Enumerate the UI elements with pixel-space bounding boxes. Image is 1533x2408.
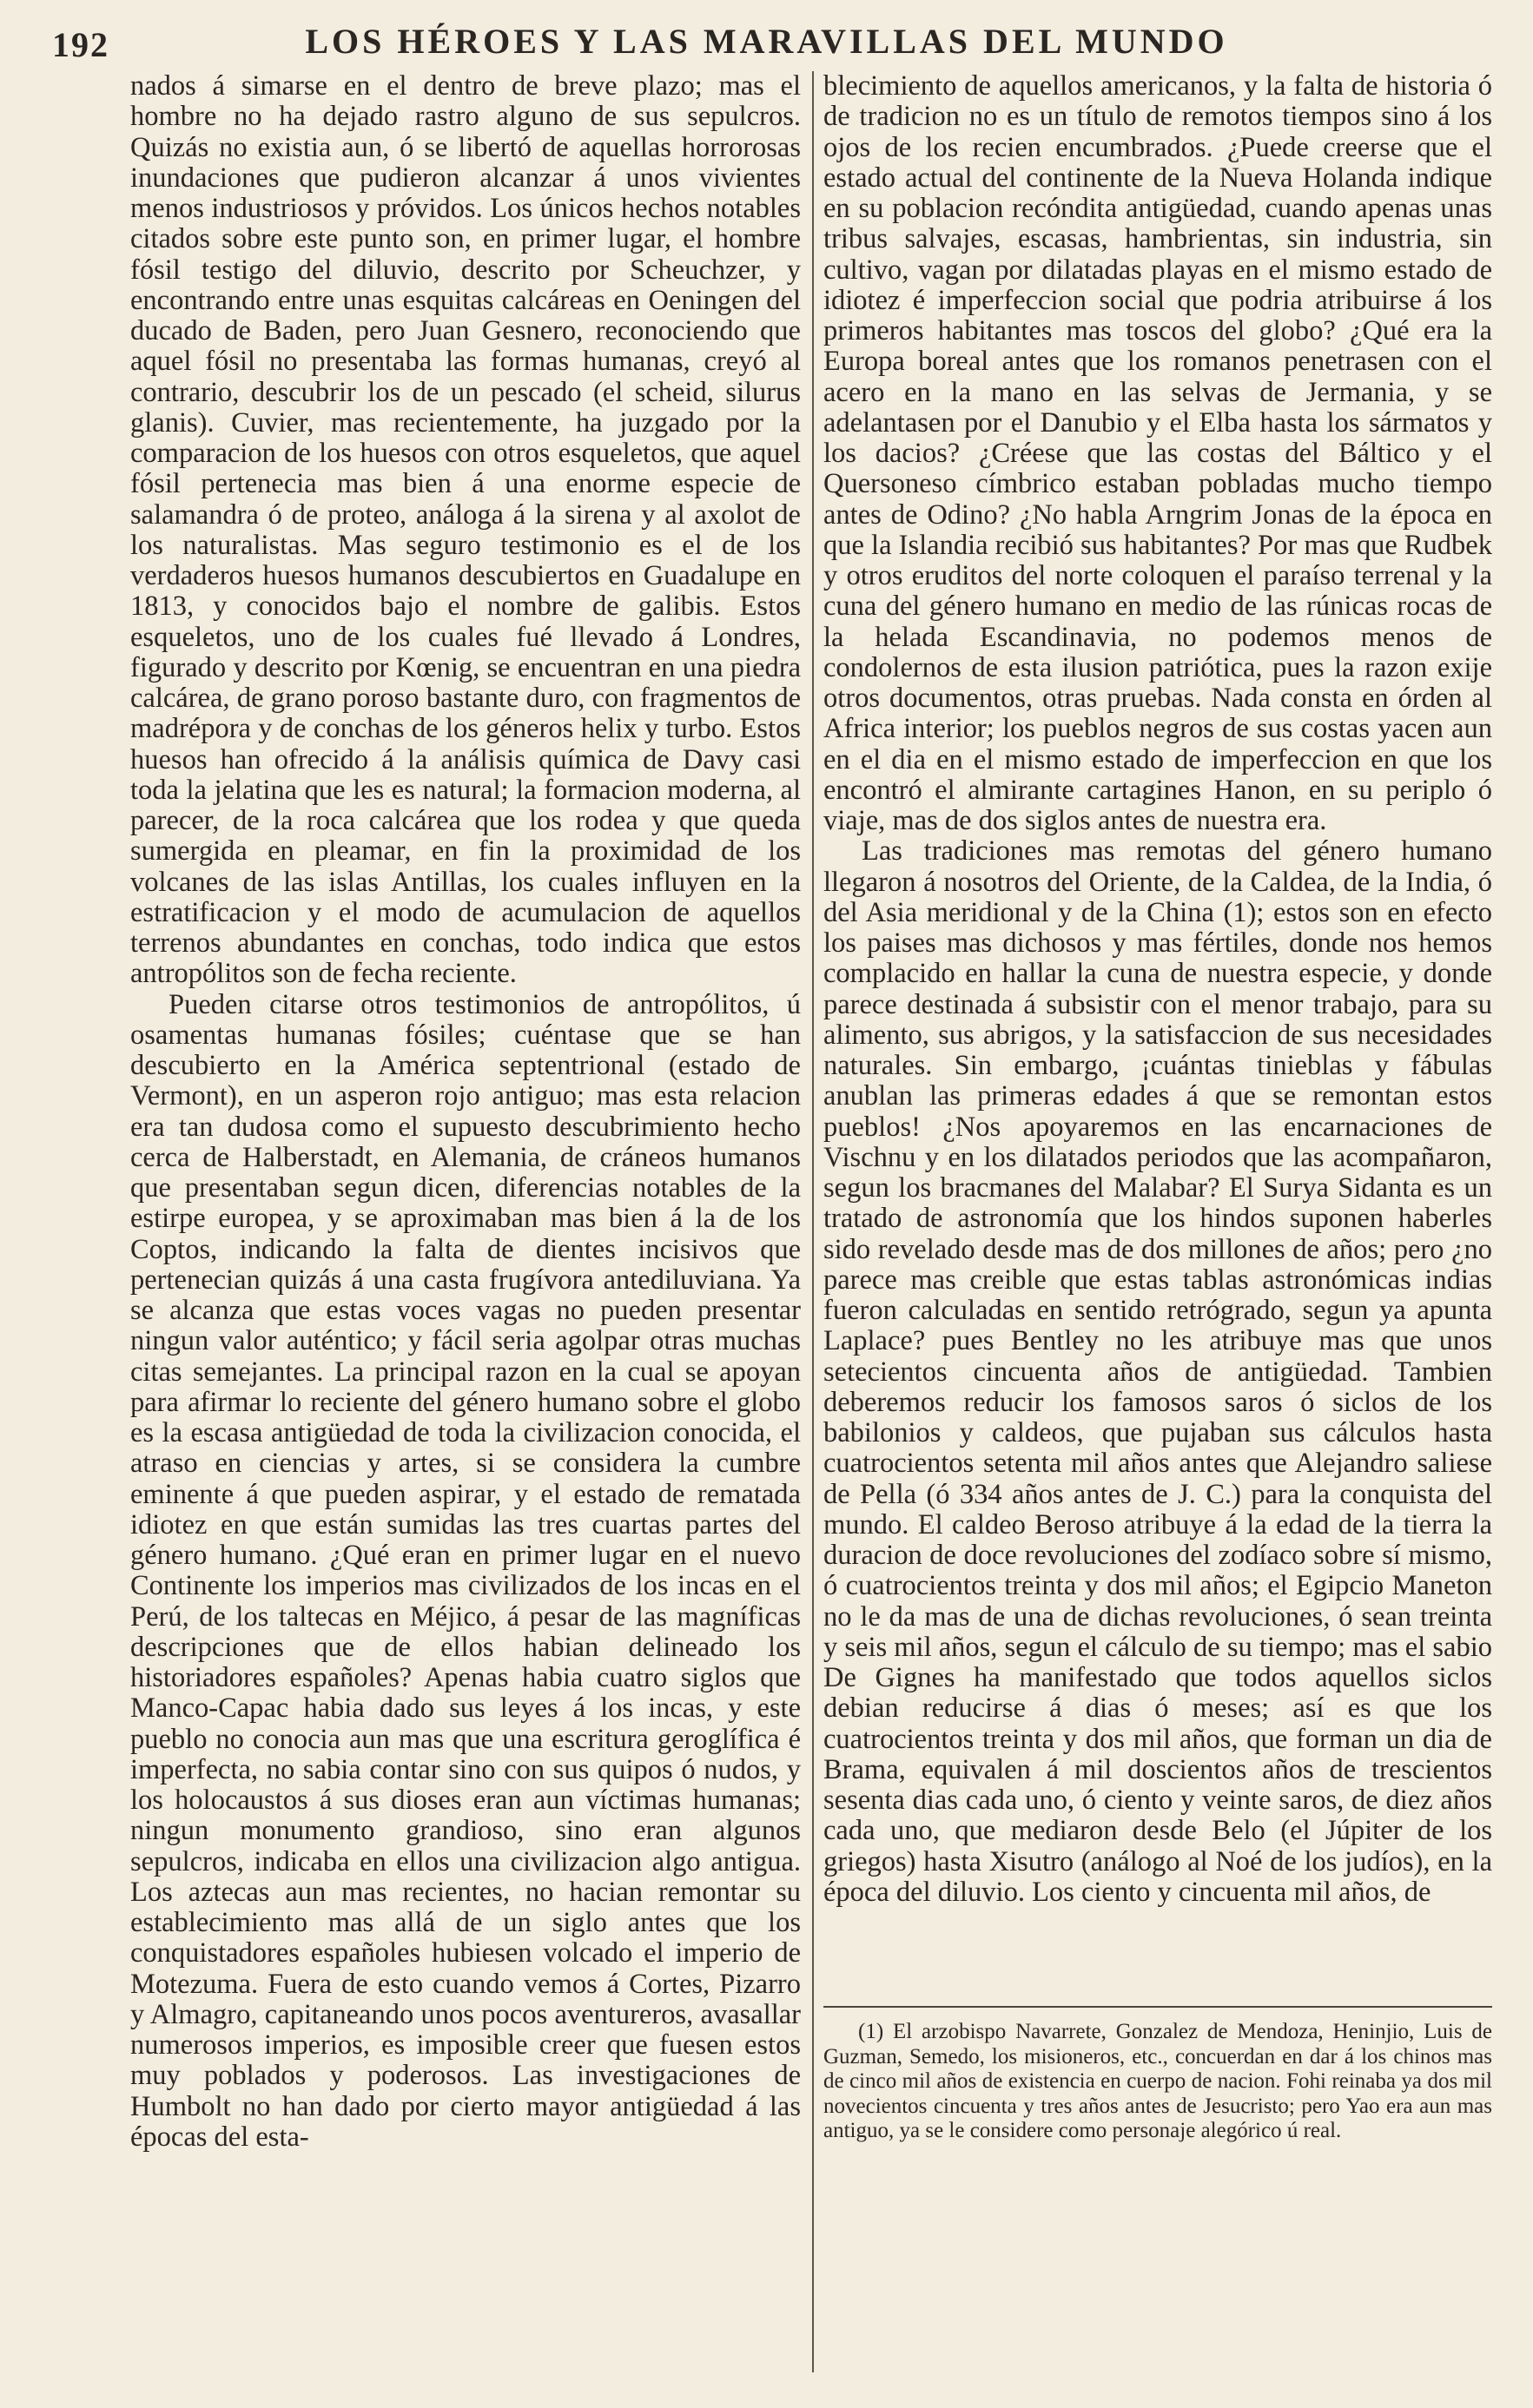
left-paragraph-2: Pueden citarse otros testimonios de antropólitos, ú osamentas humanas fósiles; cuéntase que se han descubierto en la América septentrional (estado de Vermont), en un asperon rojo antiguo; mas esta relacion era tan dudosa como el supuesto descubrimiento hecho cerca de Halberstadt, en Alemania, de cráneos humanos que presentaban segun dicen, diferencias notables de la estirpe europea, y se aproximaban mas bien á la de los Coptos, indicando la falta de dientes incisivos que pertenecian quizás á una casta frugívora antediluviana. Ya se alcanza que estas voces vagas no pueden presentar ningun valor auténtico; y fácil seria agolpar otras muchas citas semejantes. La principal razon en la cual se apoyan para afirmar lo reciente del género humano sobre el globo es la escasa antigüedad de toda la civilizacion conocida, el atraso en ciencias y artes, si se considera la cumbre eminente á que pueden aspirar, y el estado de rematada idiotez en que están sumidas las tres cuartas partes del género humano. ¿Qué eran en primer lugar en el nuevo Continente los imperios mas civilizados de los incas en el Perú, de los taltecas en Méjico, á pesar de las magníficas descripciones que de ellos habian delineado los historiadores españoles? Apenas habia cuatro siglos que Manco-Capac habia dado sus leyes á los incas, y este pueblo no conocia aun mas que una escritura geroglífica é imperfecta, no sabia contar sino con sus quipos ó nudos, y los holocaustos á sus dioses eran aun víctimas humanas; ningun monumento grandioso, sino eran algunos sepulcros, indicaba en ellos una civilizacion algo antigua. Los aztecas aun mas recientes, no hacian remontar su establecimiento mas allá de un siglo antes que los conquistadores españoles hubiesen volcado el imperio de Motezuma. Fuera de esto cuando vemos á Cortes, Pizarro y Almagro, capitaneando unos pocos aventureros, avasallar numerosos imperios, es imposible creer que fuesen estos muy poblados y poderosos. Las investigaciones de Humbolt no han dado por cierto mayor antigüedad á las épocas del esta-: [130, 988, 801, 2153]
right-paragraph-2: Las tradiciones mas remotas del género humano llegaron á nosotros del Oriente, de la Caldea, de la India, ó del Asia meridional y de la China (1); estos son en efecto los paises mas dichosos y mas fértiles, donde nos hemos complacido en hallar la cuna de nuestra especie, y donde parece destinada á subsistir con el menor trabajo, para su alimento, sus abrigos, y la satisfaccion de sus necesidades naturales. Sin embargo, ¡cuántas tinieblas y fábulas anublan las primeras edades á que se remontan estos pueblos! ¿Nos apoyaremos en las encarnaciones de Vischnu y en los dilatados periodos que las acompañaron, segun los bracmanes del Malabar? El Surya Sidanta es un tratado de astronomía que los hindos suponen haberles sido revelado desde mas de dos millones de años; pero ¿no parece mas creible que estas tablas astronómicas indias fueron calculadas en sentido retrógrado, segun ya apunta Laplace? pues Bentley no les atribuye mas que unos setecientos cincuenta años de antigüedad. Tambien deberemos reducir los famosos saros ó siclos de los babilonios y caldeos, que pujaban sus cálculos hasta cuatrocientos setenta mil años antes que Alejandro saliese de Pella (ó 334 años antes de J. C.) para la conquista del mundo. El caldeo Beroso atribuye á la edad de la tierra la duracion de doce revoluciones del zodíaco sobre sí mismo, ó cuatrocientos treinta y dos mil años; el Egipcio Maneton no le da mas de una de dichas revoluciones, ó sean treinta y seis mil años, segun el cálculo de su tiempo; mas el sabio De Gignes ha manifestado que todos aquellos siclos debian reducirse á dias ó meses; así es que los cuatrocientos treinta y dos mil años, que forman un dia de Brama, equivalen á mil doscientos años de trescientos sesenta dias cada uno, ó ciento y veinte saros, de diez años cada uno, que mediaron desde Belo (el Júpiter de los griegos) hasta Xisutro (análogo al Noé de los judíos), en la época del diluvio. Los ciento y cincuenta mil años, de: [823, 835, 1492, 1908]
right-paragraph-1: blecimiento de aquellos americanos, y la falta de historia ó de tradicion no es un título de remotos tiempos sino á los ojos de los recien encumbrados. ¿Puede creerse que el estado actual del continente de la Nueva Holanda indique en su poblacion recóndita antigüedad, cuando apenas unas tribus salvajes, escasas, hambrientas, sin industria, sin cultivo, vagan por dilatadas playas en el mismo estado de idiotez é imperfeccion social que podria atribuirse á los primeros habitantes mas toscos del globo? ¿Qué era la Europa boreal antes que los romanos penetrasen con el acero en la mano en las selvas de Jermania, y se adelantasen por el Danubio y el Elba hasta los sármatos y los dacios? ¿Créese que las costas del Báltico y el Quersoneso címbrico estaban pobladas mucho tiempo antes de Odino? ¿No habla Arngrim Jonas de la época en que la Islandia recibió sus habitantes? Por mas que Rudbek y otros eruditos del norte coloquen el paraíso terrenal y la cuna del género humano en medio de las rúnicas rocas de la helada Escandinavia, no podemos menos de condolernos de esta ilusion patriótica, pues la razon exije otros documentos, otras pruebas. Nada consta en órden al Africa interior; los pueblos negros de sus costas yacen aun en el dia en el mismo estado de imperfeccion en que los encontró el almirante cartagines Hanon, en su periplo ó viaje, mas de dos siglos antes de nuestra era.: [823, 70, 1492, 836]
right-column: [823, 71, 1492, 1908]
footnote-text: (1) El arzobispo Navarrete, Gonzalez de Mendoza, Heninjio, Luis de Guzman, Semedo, los misioneros, etc., concuerdan en dar á los chinos mas de cinco mil años de existencia en cuerpo de nacion. Fohi reinaba ya dos mil novecientos cincuenta y tres años antes de Jesucristo; pero Yao era aun mas antiguo, ya se le considere como personaje alegórico ú real.: [823, 2020, 1492, 2142]
column-divider: [812, 71, 814, 2372]
footnote-rule: [823, 2006, 1492, 2008]
running-title: LOS HÉROES Y LAS MARAVILLAS DEL MUNDO: [305, 22, 1228, 61]
left-column: [130, 71, 801, 2153]
left-paragraph-1: nados á simarse en el dentro de breve plazo; mas el hombre no ha dejado rastro alguno de sus sepulcros. Quizás no existia aun, ó se libertó de aquellas horrorosas inundaciones que pudieron alcanzar á unos vivientes menos industriosos y próvidos. Los únicos hechos notables citados sobre este punto son, en primer lugar, el hombre fósil testigo del diluvio, descrito por Scheuchzer, y encontrando entre unas esquitas calcáreas en Oeningen del ducado de Baden, pero Juan Gesnero, reconociendo que aquel fósil no presentaba las formas humanas, creyó al contrario, descubrir los de un pescado (el scheid, silurus glanis). Cuvier, mas recientemente, ha juzgado por la comparacion de los huesos con otros esqueletos, que aquel fósil pertenecia mas bien á una enorme especie de salamandra ó de proteo, análoga á la sirena y al axolot de los naturalistas. Mas seguro testimonio es el de los verdaderos huesos humanos descubiertos en Guadalupe en 1813, y conocidos bajo el nombre de galibis. Estos esqueletos, uno de los cuales fué llevado á Londres, figurado y descrito por Kœnig, se encuentran en una piedra calcárea, de grano poroso bastante duro, con fragmentos de madrépora y de conchas de los géneros helix y turbo. Estos huesos han ofrecido á la análisis química de Davy casi toda la jelatina que les es natural; la formacion moderna, al parecer, de la roca calcárea que los rodea y que queda sumergida en pleamar, en fin la proximidad de los volcanes de las islas Antillas, los cuales influyen en la estratificacion y el modo de acumulacion de aquellos terrenos abundantes en conchas, todo indica que estos antropólitos son de fecha reciente.: [130, 70, 801, 990]
page-number: 192: [52, 25, 109, 64]
footnote: [823, 2020, 1492, 2144]
